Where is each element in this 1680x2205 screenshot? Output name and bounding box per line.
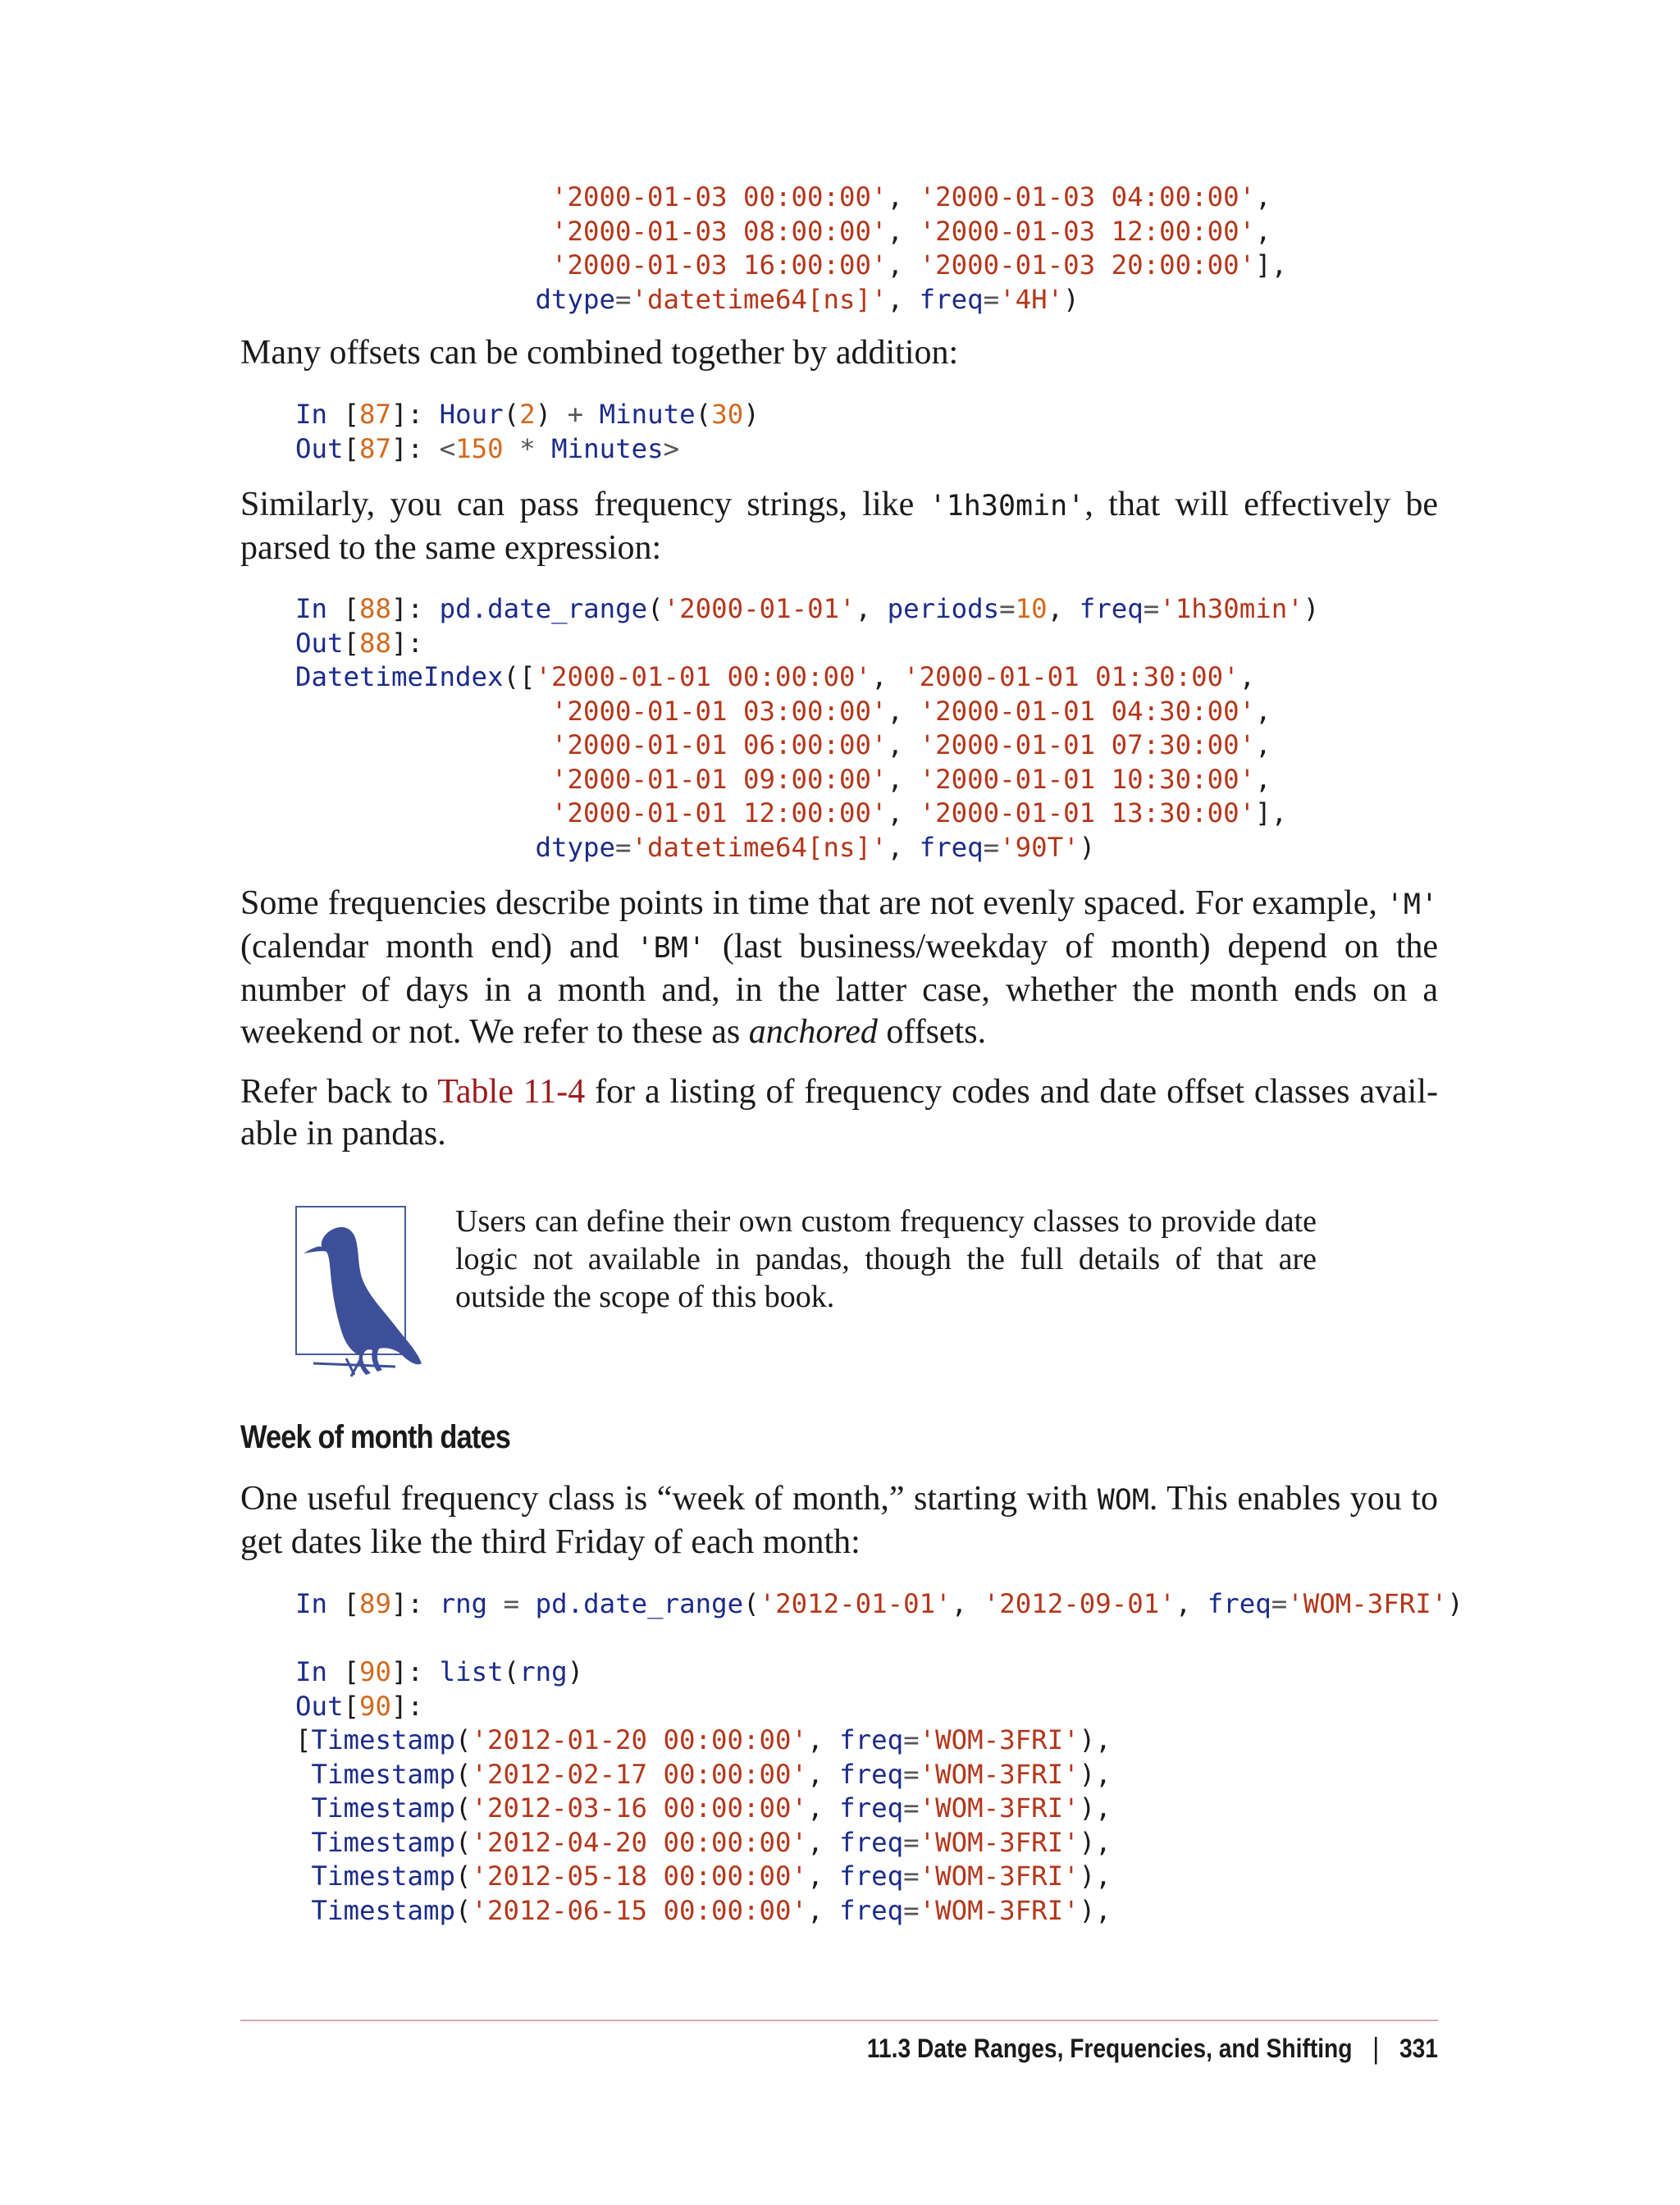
section-heading: Week of month dates: [240, 1419, 510, 1455]
paragraph-frequency-strings: Similarly, you can pass frequency strings, like '1h30min', that will effectively be parsed to the same expression:: [240, 486, 1439, 567]
footer-separator: |: [1372, 2031, 1380, 2065]
footer-section-title: 11.3 Date Ranges, Frequencies, and Shifting: [866, 2033, 1353, 2063]
footer-rule: [240, 2020, 1438, 2021]
bird-icon: [297, 1214, 428, 1378]
page-number: 331: [1399, 2033, 1438, 2063]
paragraph-combined-offsets: Many offsets can be combined together by addition:: [240, 334, 959, 372]
paragraph-refer-table: Refer back to Table 11-4 for a listing of frequency codes and date offset classes avail-able in pandas.: [240, 1073, 1438, 1153]
code-block-wom: In [89]: rng = pd.date_range('2012-01-01', '2012-09-01', freq='WOM-3FRI') In [90]: list(rng) Out[90]: [Timestamp('2012-01-20 00:00:00', freq='WOM-3FRI'), Timestamp('2012-02-17 00:00:00', freq='WOM-3FRI'), Timestamp('2012-03-16 00:00:00', freq='WOM-3FRI'), Timestamp('2012-04-20 00:00:00', freq='WOM-3FRI'), Timestamp('2012-05-18 00:00:00', freq='WOM-3FRI'), Timestamp('2012-06-15 00:00:00', freq='WOM-3FRI'),: [295, 1588, 1463, 1926]
table-11-4-link[interactable]: Table 11-4: [437, 1073, 586, 1111]
note-text: Users can define their own custom frequency classes to provide date logic not available in pandas, though the full details of that are outside the scope of this book.: [455, 1204, 1317, 1314]
code-block-4h-range: '2000-01-03 00:00:00', '2000-01-03 04:00:00', '2000-01-03 08:00:00', '2000-01-03 12:00:00', '2000-01-03 16:00:00', '2000-01-03 20:00:00'], dtype='datetime64[ns]', freq='4H'): [535, 181, 1288, 315]
page-footer: [867, 2031, 1438, 2066]
paragraph-anchored-offsets: Some frequencies describe points in time that are not evenly spaced. For example, 'M' (calendar month end) and 'BM' (last business/weekday of month) depend on the number of days in a month and, in the latter case, whether the month ends on a weekend or not. We refer to these as anchored offsets.: [240, 884, 1439, 1051]
paragraph-week-of-month: One useful frequency class is “week of month,” starting with WOM. This enables you to get dates like the third Friday of each month:: [240, 1480, 1438, 1561]
code-block-1h30min-range: In [88]: pd.date_range('2000-01-01', periods=10, freq='1h30min') Out[88]: DatetimeIndex(['2000-01-01 00:00:00', '2000-01-01 01:30:00', '2000-01-01 03:00:00', '2000-01-01 04:30:00', '2000-01-01 06:00:00', '2000-01-01 07:30:00', '2000-01-01 09:00:00', '2000-01-01 10:30:00', '2000-01-01 12:00:00', '2000-01-01 13:30:00'], dtype='datetime64[ns]', freq='90T'): [295, 593, 1320, 863]
code-block-hour-minute: In [87]: Hour(2) + Minute(30) Out[87]: <150 * Minutes>: [295, 399, 760, 464]
